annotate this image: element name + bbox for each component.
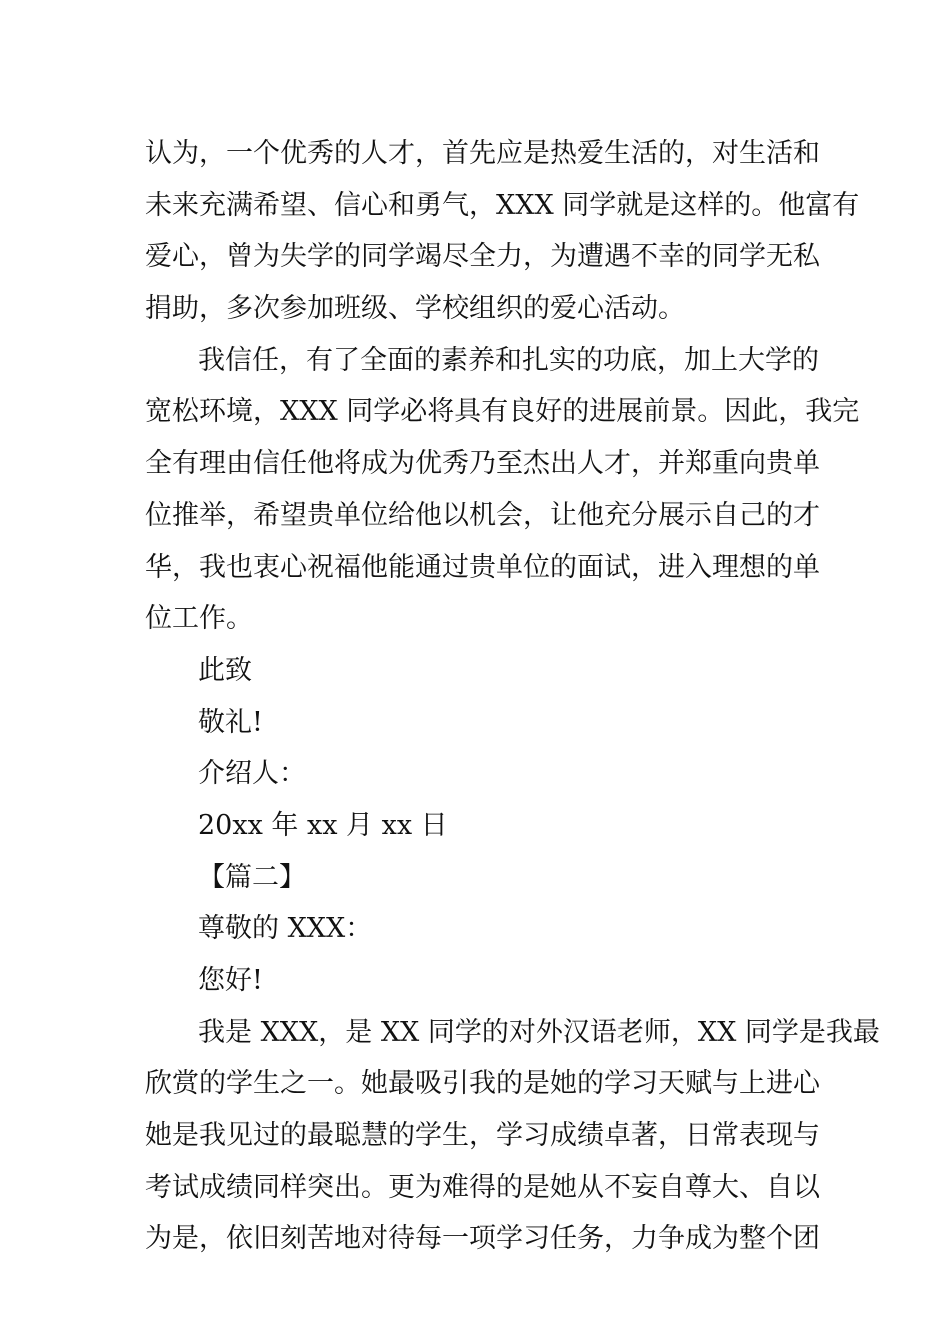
text-line: 我是 XXX，是 XX 同学的对外汉语老师，XX 同学是我最 [198, 1016, 880, 1048]
text-line: 为是，依旧刻苦地对待每一项学习任务，力争成为整个团 [145, 1223, 820, 1255]
text-line: 欣赏的学生之一。她最吸引我的是她的学习天赋与上进心 [145, 1068, 820, 1100]
text-line: 未来充满希望、信心和勇气，XXX 同学就是这样的。他富有 [145, 189, 860, 221]
text-line: 爱心，曾为失学的同学竭尽全力，为遭遇不幸的同学无私 [145, 241, 820, 273]
letter-greeting: 尊敬的 XXX： [198, 913, 373, 945]
text-line: 位工作。 [145, 603, 253, 635]
text-line: 她是我见过的最聪慧的学生，学习成绩卓著，日常表现与 [145, 1120, 820, 1152]
letter-hello: 您好! [198, 965, 263, 996]
text-line: 位推举，希望贵单位给他以机会，让他充分展示自己的才 [145, 499, 820, 531]
letter-date: 20xx 年 xx 月 xx 日 [198, 809, 448, 841]
text-line: 考试成绩同样突出。更为难得的是她从不妄自尊大、自以 [145, 1171, 820, 1203]
text-line: 我信任，有了全面的素养和扎实的功底，加上大学的 [198, 344, 819, 376]
text-line: 宽松环境，XXX 同学必将具有良好的进展前景。因此，我完 [145, 396, 860, 428]
text-line: 认为，一个优秀的人才，首先应是热爱生活的，对生活和 [145, 138, 820, 169]
section-heading: 【篇二】 [198, 861, 306, 893]
text-line: 捐助，多次参加班级、学校组织的爱心活动。 [145, 293, 685, 325]
closing-salutation: 此致 [198, 654, 252, 686]
referrer-label: 介绍人： [198, 758, 306, 790]
text-line: 华，我也衷心祝福他能通过贵单位的面试，进入理想的单 [145, 551, 820, 583]
text-line: 全有理由信任他将成为优秀乃至杰出人才，并郑重向贵单 [145, 448, 820, 480]
body-text [145, 128, 880, 1265]
closing-regards: 敬礼! [198, 706, 263, 738]
